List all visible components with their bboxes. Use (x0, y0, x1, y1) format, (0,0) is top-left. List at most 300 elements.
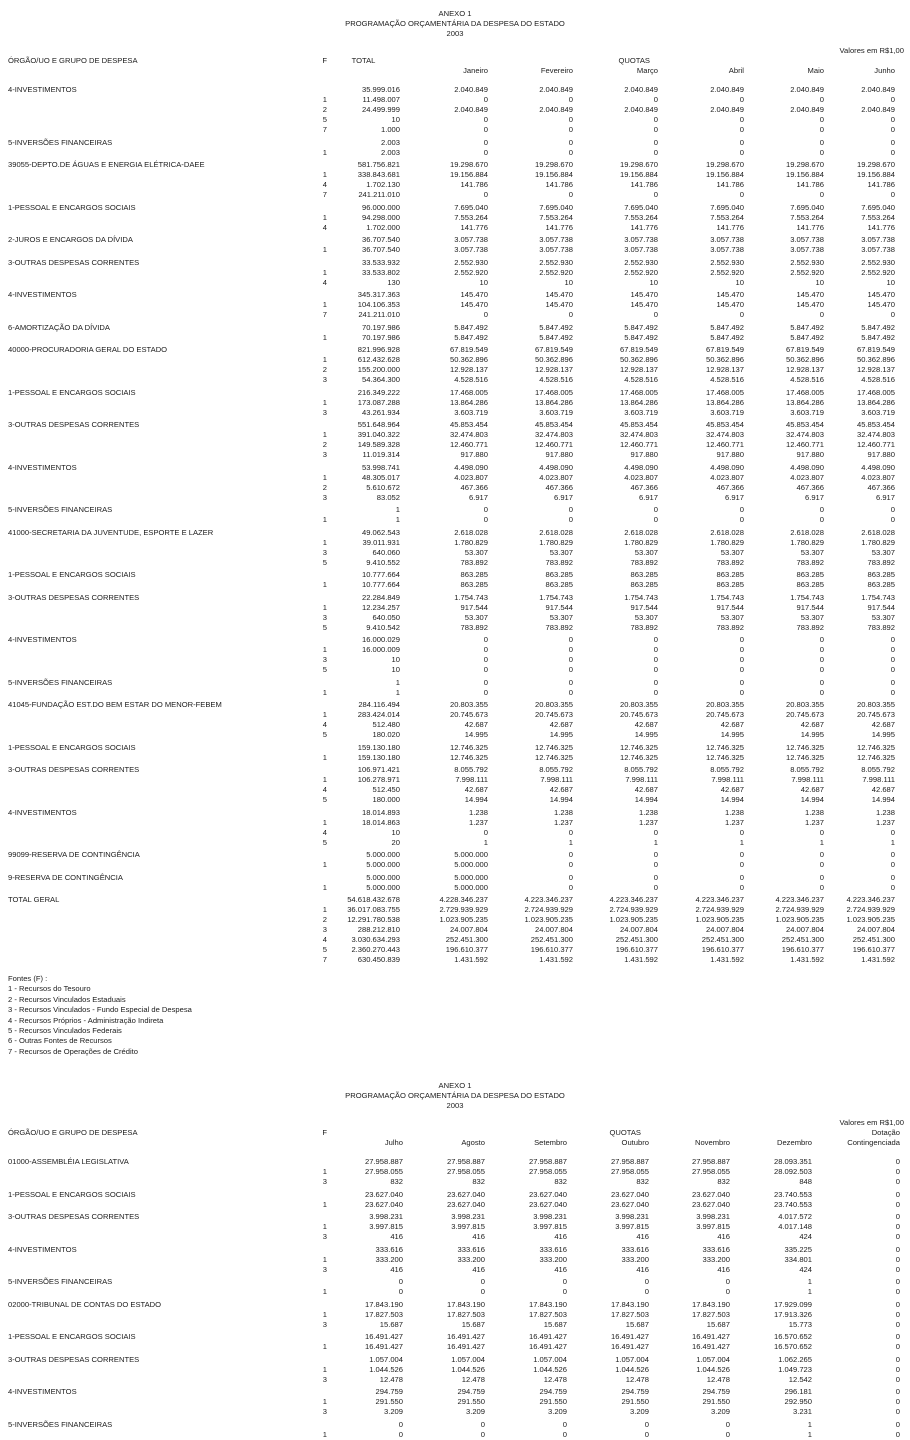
value-cell: 0 (653, 645, 658, 654)
row-label (8, 883, 293, 893)
value-cell: 1.238 (724, 807, 744, 817)
value-cell: 0 (895, 1364, 900, 1374)
fonte-legend-item: 6 - Outras Fontes de Recursos (8, 1036, 112, 1046)
value-cell: 6.917 (875, 492, 895, 502)
value-cell: 196.610.377 (530, 945, 573, 954)
value-cell: 3.209 (629, 1407, 649, 1417)
value-cell: 1.702.000 (366, 222, 400, 232)
value-cell: 4.498.090 (624, 462, 658, 472)
value-cell: 5.000.000 (366, 872, 400, 882)
value-cell: 145.470 (545, 300, 573, 309)
table-row (8, 1430, 900, 1440)
value-cell: 334.801 (784, 1254, 812, 1264)
value-cell: 2.040.849 (861, 105, 895, 114)
fonte-code: 1 (322, 752, 327, 762)
table-row (8, 333, 895, 343)
table-row (8, 365, 895, 375)
value-cell: 2.552.930 (454, 257, 488, 267)
document-title: PROGRAMAÇÃO ORÇAMENTÁRIA DA DESPESA DO ESTADO (345, 1091, 565, 1101)
value-cell: 4.528.516 (790, 375, 824, 384)
value-cell: 832 (717, 1177, 730, 1187)
value-cell: 12.928.137 (449, 365, 488, 374)
value-cell: 917.880 (716, 450, 744, 459)
row-label (8, 398, 293, 408)
value-cell: 7.998.111 (862, 775, 895, 784)
value-cell: 0 (739, 882, 744, 892)
value-cell: 0 (653, 677, 658, 687)
row-label (8, 795, 293, 805)
value-cell: 863.285 (867, 570, 895, 579)
value-cell: 2.040.849 (861, 85, 895, 94)
value-cell: 18.014.893 (361, 807, 400, 817)
value-cell: 0 (480, 1419, 485, 1429)
value-cell: 1.238 (553, 807, 573, 817)
value-cell: 917.544 (796, 602, 824, 612)
value-cell: 3.057.738 (624, 235, 658, 244)
value-cell: 42.687 (871, 785, 895, 794)
table-row (8, 278, 895, 288)
value-cell: 333.616 (375, 1244, 403, 1254)
value-cell: 2.552.930 (539, 257, 573, 267)
value-cell: 467.366 (630, 482, 658, 492)
value-cell: 45.853.454 (856, 420, 895, 429)
row-label (8, 1430, 293, 1440)
value-cell: 1.702.130 (366, 180, 400, 189)
value-cell: 1.238 (804, 807, 824, 817)
value-cell: 10.777.664 (361, 570, 400, 579)
value-cell: 783.892 (460, 622, 488, 632)
value-cell: 2.552.920 (790, 267, 824, 277)
table-row (8, 665, 895, 675)
table-row (8, 398, 895, 408)
value-cell: 0 (644, 1287, 649, 1297)
value-cell: 0 (644, 1429, 649, 1439)
value-cell: 5.847.492 (790, 332, 824, 342)
row-label (8, 1365, 293, 1375)
value-cell: 16.000.029 (361, 635, 400, 644)
row-label: 01000-ASSEMBLÉIA LEGISLATIVA (8, 1157, 129, 1167)
fonte-code: 2 (322, 440, 327, 449)
value-cell: 20.745.673 (705, 710, 744, 719)
value-cell: 0 (895, 1157, 900, 1167)
fonte-code: 3 (322, 1319, 327, 1329)
value-cell: 19.156.884 (856, 170, 895, 179)
value-cell: 0 (890, 515, 895, 524)
row-label: 5-INVERSÕES FINANCEIRAS (8, 505, 113, 514)
fonte-code: 3 (322, 655, 327, 664)
value-cell: 252.451.300 (530, 935, 573, 944)
value-cell: 17.843.190 (364, 1299, 403, 1309)
value-cell: 10.777.664 (361, 580, 400, 589)
value-cell: 6.917 (804, 492, 824, 502)
row-label (8, 515, 293, 525)
row-label (8, 1265, 293, 1275)
value-cell: 23.627.040 (446, 1199, 485, 1209)
value-cell: 0 (562, 1429, 567, 1439)
value-cell: 2.003 (380, 137, 400, 147)
value-cell: 0 (562, 1287, 567, 1297)
value-cell: 0 (568, 872, 573, 882)
row-label (8, 333, 293, 343)
value-cell: 0 (568, 827, 573, 837)
value-cell: 3.057.738 (454, 235, 488, 244)
value-cell: 832 (472, 1177, 485, 1187)
table-row (8, 310, 895, 320)
value-cell: 17.468.005 (619, 387, 658, 397)
value-cell: 53.307 (800, 547, 824, 557)
row-label (8, 1397, 293, 1407)
value-cell: 863.285 (460, 570, 488, 579)
value-cell: 0 (739, 655, 744, 664)
value-cell: 5.610.672 (366, 482, 400, 492)
value-cell: 416 (390, 1264, 403, 1274)
value-cell: 2.552.930 (710, 257, 744, 267)
value-cell: 28.092.503 (773, 1167, 812, 1177)
value-cell: 416 (472, 1264, 485, 1274)
value-cell: 5.000.000 (366, 850, 400, 859)
value-cell: 0 (483, 115, 488, 124)
value-cell: 12.746.325 (449, 742, 488, 752)
row-label (8, 785, 293, 795)
value-cell: 0 (895, 1309, 900, 1319)
table-row (8, 593, 895, 603)
row-label (8, 1200, 293, 1210)
value-cell: 1 (395, 687, 400, 697)
row-label: 1-PESSOAL E ENCARGOS SOCIAIS (8, 1189, 136, 1199)
fonte-code (293, 138, 327, 148)
value-cell: 53.307 (720, 612, 744, 622)
value-cell: 1 (807, 1277, 812, 1287)
value-cell: 416 (554, 1264, 567, 1274)
table-row (8, 775, 895, 785)
table-row (8, 300, 895, 310)
value-cell: 1 (819, 837, 824, 847)
value-cell: 36.017.083.755 (347, 905, 400, 914)
value-cell: 17.468.005 (705, 387, 744, 397)
value-cell: 252.451.300 (781, 935, 824, 944)
value-cell: 67.819.549 (785, 345, 824, 354)
value-cell: 917.544 (630, 602, 658, 612)
table-row (8, 1177, 900, 1187)
table-row (8, 883, 895, 893)
value-cell: 1.237 (724, 817, 744, 827)
value-cell: 0 (890, 147, 895, 157)
value-cell: 0 (568, 310, 573, 319)
value-cell: 3.057.738 (790, 235, 824, 244)
value-cell: 23.627.040 (528, 1199, 567, 1209)
fonte-code: 3 (322, 1177, 327, 1187)
value-cell: 42.687 (871, 720, 895, 729)
value-cell: 0 (398, 1429, 403, 1439)
row-label (8, 1222, 293, 1232)
value-cell: 1.023.905.235 (695, 915, 744, 924)
row-label: 4-INVESTIMENTOS (8, 462, 77, 472)
value-cell: 1.237 (638, 817, 658, 827)
value-cell: 17.843.190 (610, 1299, 649, 1309)
value-cell: 333.616 (621, 1244, 649, 1254)
table-row (8, 1332, 900, 1342)
value-cell: 13.864.286 (619, 397, 658, 407)
fonte-code: 2 (322, 105, 327, 114)
table-row (8, 743, 895, 753)
value-cell: 50.362.896 (705, 355, 744, 364)
value-cell: 45.853.454 (619, 420, 658, 429)
value-cell: 0 (653, 137, 658, 147)
fonte-code (293, 635, 327, 645)
value-cell: 0 (739, 137, 744, 147)
value-cell: 4.528.516 (539, 375, 573, 384)
value-cell: 1.044.526 (696, 1364, 730, 1374)
value-cell: 5.847.492 (710, 322, 744, 332)
value-cell: 3.997.815 (615, 1222, 649, 1232)
value-cell: 53.307 (634, 547, 658, 557)
value-cell: 145.470 (630, 290, 658, 299)
value-cell: 8.055.792 (790, 765, 824, 774)
value-cell: 12.928.137 (856, 365, 895, 374)
value-cell: 5.847.492 (790, 322, 824, 332)
value-cell: 3.057.738 (624, 245, 658, 254)
fonte-code (293, 1157, 327, 1167)
row-label (8, 838, 293, 848)
value-cell: 917.544 (460, 602, 488, 612)
fontes-title: Fontes (F) : (8, 974, 48, 983)
row-label (8, 1287, 293, 1297)
value-cell: 1.780.829 (624, 537, 658, 547)
value-cell: 0 (890, 882, 895, 892)
value-cell: 0 (398, 1287, 403, 1297)
value-cell: 612.432.628 (357, 355, 400, 364)
table-row (8, 1222, 900, 1232)
value-cell: 6.917 (553, 492, 573, 502)
row-label: 3-OUTRAS DESPESAS CORRENTES (8, 1212, 140, 1222)
value-cell: 17.929.099 (773, 1299, 812, 1309)
fonte-code: 1 (322, 212, 327, 222)
value-cell: 0 (568, 95, 573, 104)
fonte-code: 1 (322, 710, 327, 719)
fonte-code: 1 (322, 245, 327, 254)
value-cell: 16.491.427 (610, 1342, 649, 1352)
fonte-code: 1 (322, 1397, 327, 1407)
value-cell: 13.864.286 (449, 397, 488, 407)
value-cell: 294.759 (375, 1387, 403, 1397)
value-cell: 0 (739, 115, 744, 124)
fonte-code: 3 (322, 1407, 327, 1417)
fonte-code: 3 (322, 450, 327, 459)
value-cell: 149.589.328 (357, 440, 400, 449)
value-cell: 1.062.265 (778, 1354, 812, 1364)
value-cell: 3.209 (465, 1407, 485, 1417)
value-cell: 14.995 (720, 730, 744, 739)
value-cell: 467.366 (460, 482, 488, 492)
value-cell: 333.616 (702, 1244, 730, 1254)
value-cell: 20.745.673 (785, 710, 824, 719)
value-cell: 24.007.804 (785, 925, 824, 934)
value-cell: 292.950 (784, 1397, 812, 1407)
table2-section (0, 1081, 910, 1440)
value-cell: 27.958.055 (528, 1167, 567, 1177)
value-cell: 783.892 (716, 557, 744, 567)
value-cell: 296.181 (784, 1387, 812, 1397)
value-cell: 19.156.884 (619, 170, 658, 179)
fonte-code: 5 (322, 795, 327, 804)
value-cell: 0 (568, 850, 573, 859)
value-cell: 27.958.887 (610, 1157, 649, 1167)
value-cell: 53.307 (634, 612, 658, 622)
value-cell: 33.533.802 (361, 267, 400, 277)
row-label (8, 268, 293, 278)
value-cell: 16.491.427 (691, 1342, 730, 1352)
fonte-code: 4 (322, 277, 327, 287)
value-cell: 917.544 (545, 602, 573, 612)
value-cell: 1.780.829 (454, 537, 488, 547)
value-cell: 3.057.738 (710, 245, 744, 254)
table-row (8, 138, 895, 148)
value-cell: 241.211.010 (358, 190, 400, 199)
value-cell: 2.360.270.443 (351, 945, 400, 954)
value-cell: 416 (636, 1232, 649, 1242)
value-cell: 94.298.000 (361, 212, 400, 222)
value-cell: 1.431.592 (539, 955, 573, 964)
value-cell: 0 (739, 850, 744, 859)
table-row (8, 570, 895, 580)
value-cell: 294.759 (539, 1387, 567, 1397)
value-cell: 391.040.322 (357, 430, 400, 439)
value-cell: 0 (568, 677, 573, 687)
value-cell: 20.803.355 (705, 700, 744, 709)
value-cell: 67.819.549 (449, 345, 488, 354)
value-cell: 20.803.355 (534, 700, 573, 709)
row-label (8, 828, 293, 838)
month-header: Junho (874, 66, 895, 75)
value-cell: 3.057.738 (861, 245, 895, 254)
value-cell: 14.994 (464, 795, 488, 804)
value-cell: 467.366 (545, 482, 573, 492)
value-cell: 2.552.920 (861, 267, 895, 277)
fonte-column-header: F (322, 56, 327, 65)
value-cell: 4.017.572 (778, 1212, 812, 1222)
value-cell: 1.238 (875, 807, 895, 817)
fonte-code (293, 463, 327, 473)
value-cell: 0 (653, 95, 658, 104)
value-cell: 4.498.090 (454, 462, 488, 472)
fonte-code (293, 1355, 327, 1365)
table-row (8, 223, 895, 233)
row-label (8, 310, 293, 320)
value-cell: 863.285 (796, 570, 824, 579)
value-cell: 7.695.040 (790, 202, 824, 212)
value-cell: 4.017.148 (778, 1222, 812, 1232)
value-cell: 3.998.231 (696, 1212, 730, 1222)
value-cell: 1.044.526 (533, 1364, 567, 1374)
value-cell: 17.827.503 (364, 1309, 403, 1319)
value-cell: 155.200.000 (357, 365, 400, 374)
value-cell: 0 (890, 677, 895, 687)
month-header: Agosto (461, 1138, 485, 1148)
value-cell: 0 (483, 190, 488, 199)
value-cell: 416 (717, 1264, 730, 1274)
value-cell: 4.223.346.237 (846, 895, 895, 904)
value-cell: 7.553.264 (790, 212, 824, 222)
table-row (8, 955, 895, 965)
value-cell: 2.618.028 (454, 527, 488, 537)
value-cell: 2.040.849 (710, 85, 744, 94)
values-note: Valores em R$1,00 (839, 1118, 904, 1128)
row-label (8, 1320, 293, 1330)
value-cell: 53.307 (871, 612, 895, 622)
fonte-code: 3 (322, 407, 327, 417)
fonte-code (293, 593, 327, 603)
fonte-code: 7 (322, 310, 327, 319)
value-cell: 2.618.028 (790, 527, 824, 537)
fonte-code: 1 (322, 95, 327, 104)
value-cell: 19.298.670 (856, 160, 895, 169)
value-cell: 23.627.040 (610, 1189, 649, 1199)
value-cell: 45.853.454 (785, 420, 824, 429)
row-label (8, 945, 293, 955)
value-cell: 24.007.804 (856, 925, 895, 934)
value-cell: 1 (395, 515, 400, 524)
value-cell: 4.528.516 (861, 375, 895, 384)
fonte-code: 1 (322, 1199, 327, 1209)
value-cell: 32.474.803 (534, 430, 573, 439)
value-cell: 8.055.792 (539, 765, 573, 774)
fonte-code: 5 (322, 557, 327, 567)
value-cell: 15.687 (543, 1319, 567, 1329)
table-row (8, 463, 895, 473)
row-label (8, 213, 293, 223)
value-cell: 917.544 (867, 602, 895, 612)
value-cell: 5.847.492 (624, 322, 658, 332)
table-row (8, 1212, 900, 1222)
value-cell: 0 (483, 655, 488, 664)
table-row (8, 1245, 900, 1255)
row-label: 5-INVERSÕES FINANCEIRAS (8, 677, 113, 687)
table-row (8, 1300, 900, 1310)
row-label: 39055-DEPTO.DE ÁGUAS E ENERGIA ELÉTRICA-DAEE (8, 160, 205, 169)
value-cell: 1.431.592 (624, 955, 658, 964)
value-cell: 0 (819, 115, 824, 124)
table-row (8, 935, 895, 945)
fonte-legend-item: 1 - Recursos do Tesouro (8, 984, 91, 994)
value-cell: 20.745.673 (449, 710, 488, 719)
value-cell: 416 (472, 1232, 485, 1242)
value-cell: 640.050 (372, 612, 400, 622)
value-cell: 0 (739, 645, 744, 654)
value-cell: 12.234.257 (361, 602, 400, 612)
table-row (8, 613, 895, 623)
value-cell: 17.468.005 (785, 387, 824, 397)
table-row (8, 440, 895, 450)
value-cell: 12.460.771 (534, 440, 573, 449)
fonte-code: 5 (322, 622, 327, 632)
value-cell: 1.057.004 (451, 1354, 485, 1364)
value-cell: 4.528.516 (624, 375, 658, 384)
value-cell: 0 (819, 310, 824, 319)
value-cell: 0 (483, 310, 488, 319)
value-cell: 3.057.738 (539, 235, 573, 244)
org-column-header: ÓRGÃO/UO E GRUPO DE DESPESA (8, 56, 138, 65)
value-cell: 241.211.010 (358, 310, 400, 319)
table-row (8, 623, 895, 633)
value-cell: 10 (815, 277, 824, 287)
value-cell: 0 (890, 115, 895, 124)
value-cell: 12.478 (543, 1374, 567, 1384)
table2-header (0, 1128, 910, 1149)
value-cell: 16.491.427 (691, 1332, 730, 1342)
value-cell: 27.958.887 (691, 1157, 730, 1167)
value-cell: 19.298.670 (619, 160, 658, 169)
table2-rows (0, 1157, 910, 1440)
